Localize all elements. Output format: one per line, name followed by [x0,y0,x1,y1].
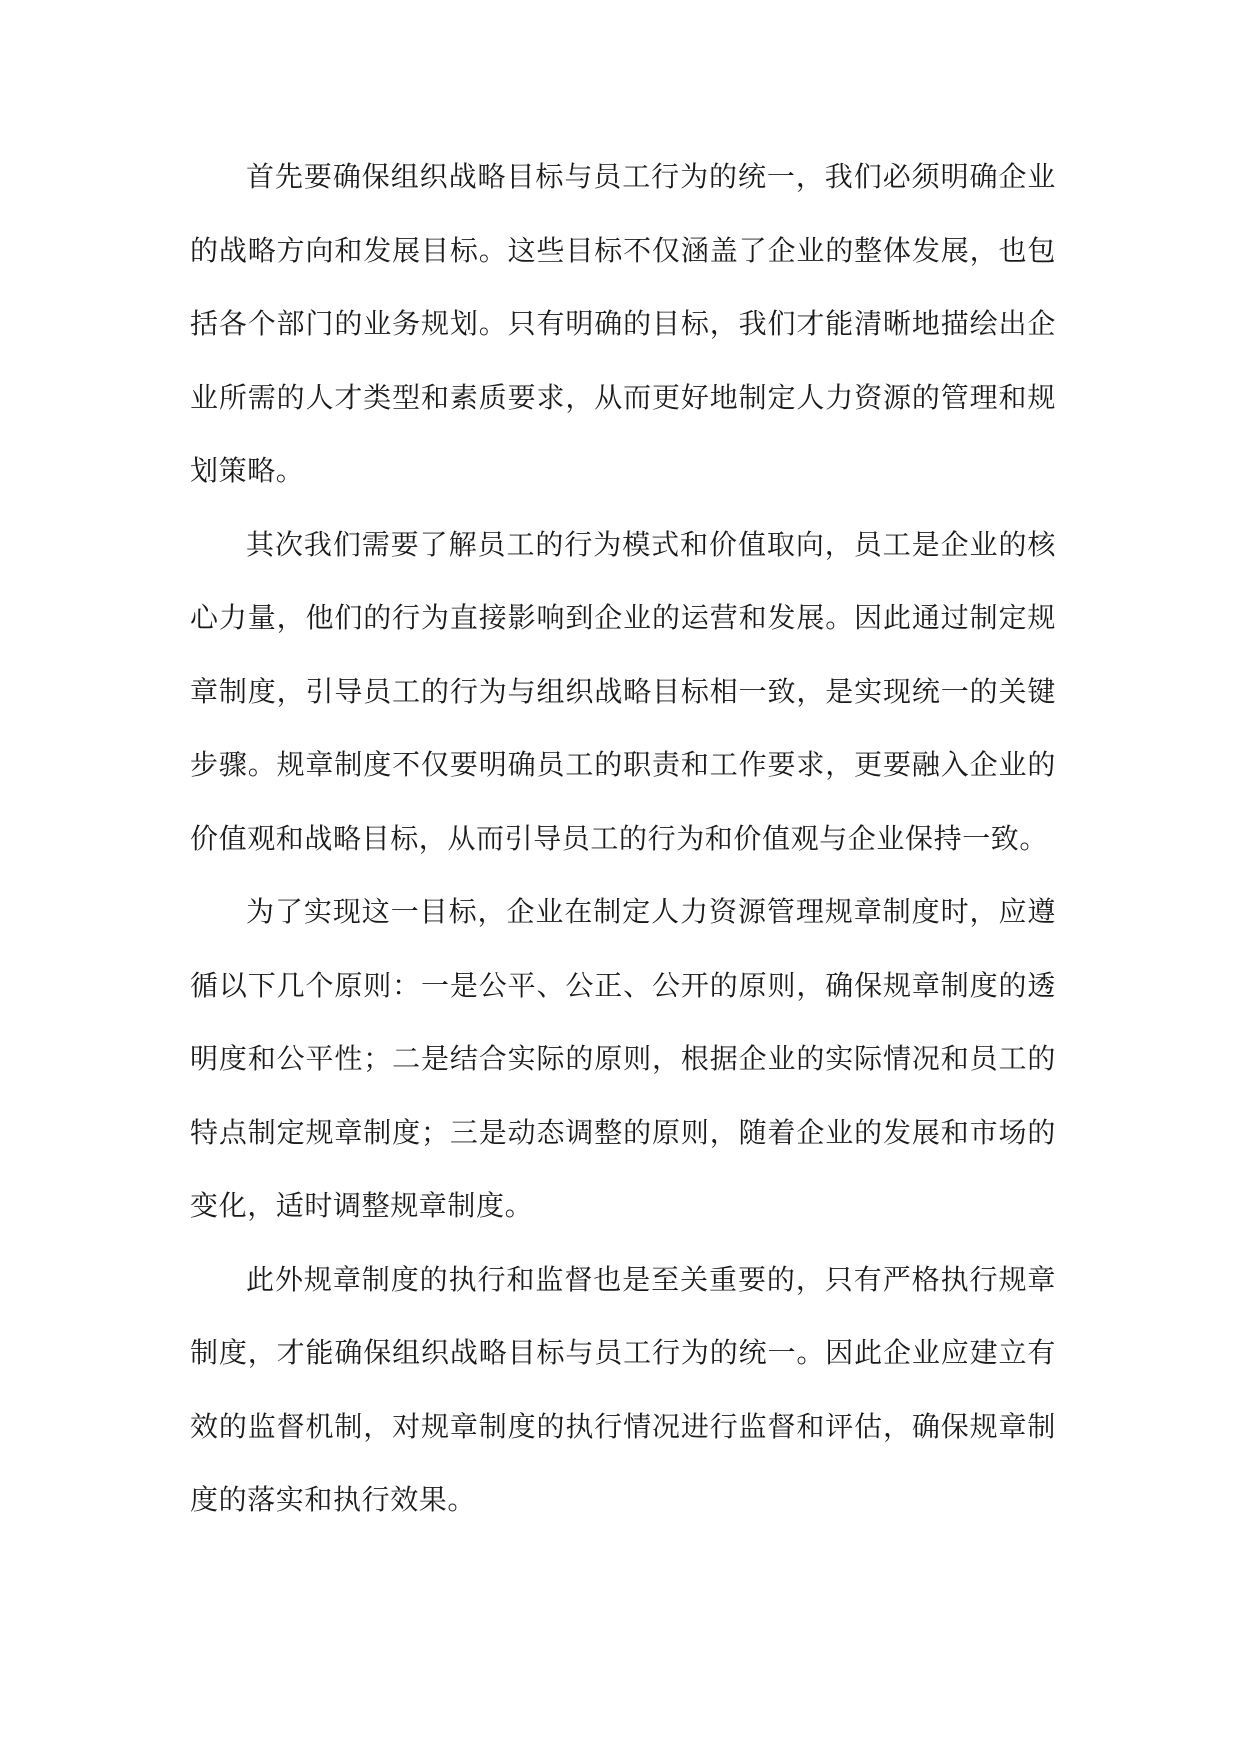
paragraph-1: 首先要确保组织战略目标与员工行为的统一，我们必须明确企业的战略方向和发展目标。这些目标不仅涵盖了企业的整体发展，也包括各个部门的业务规划。只有明确的目标，我们才能清晰地描绘出企业所需的人才类型和素质要求，从而更好地制定人力资源的管理和规划策略。 [190,160,1056,487]
paragraph-2: 其次我们需要了解员工的行为模式和价值取向，员工是企业的核心力量，他们的行为直接影响到企业的运营和发展。因此通过制定规章制度，引导员工的行为与组织战略目标相一致，是实现统一的关键步骤。规章制度不仅要明确员工的职责和工作要求，更要融入企业的价值观和战略目标，从而引导员工的行为和价值观与企业保持一致。 [190,527,1056,855]
paragraph-4: 此外规章制度的执行和监督也是至关重要的，只有严格执行规章制度，才能确保组织战略目标与员工行为的统一。因此企业应建立有效的监督机制，对规章制度的执行情况进行监督和评估，确保规章制度的落实和执行效果。 [190,1262,1056,1516]
paragraph-3: 为了实现这一目标，企业在制定人力资源管理规章制度时，应遵循以下几个原则：一是公平、公正、公开的原则，确保规章制度的透明度和公平性；二是结合实际的原则，根据企业的实际情况和员工的特点制定规章制度；三是动态调整的原则，随着企业的发展和市场的变化，适时调整规章制度。 [190,895,1056,1222]
document-body [190,140,1056,1537]
